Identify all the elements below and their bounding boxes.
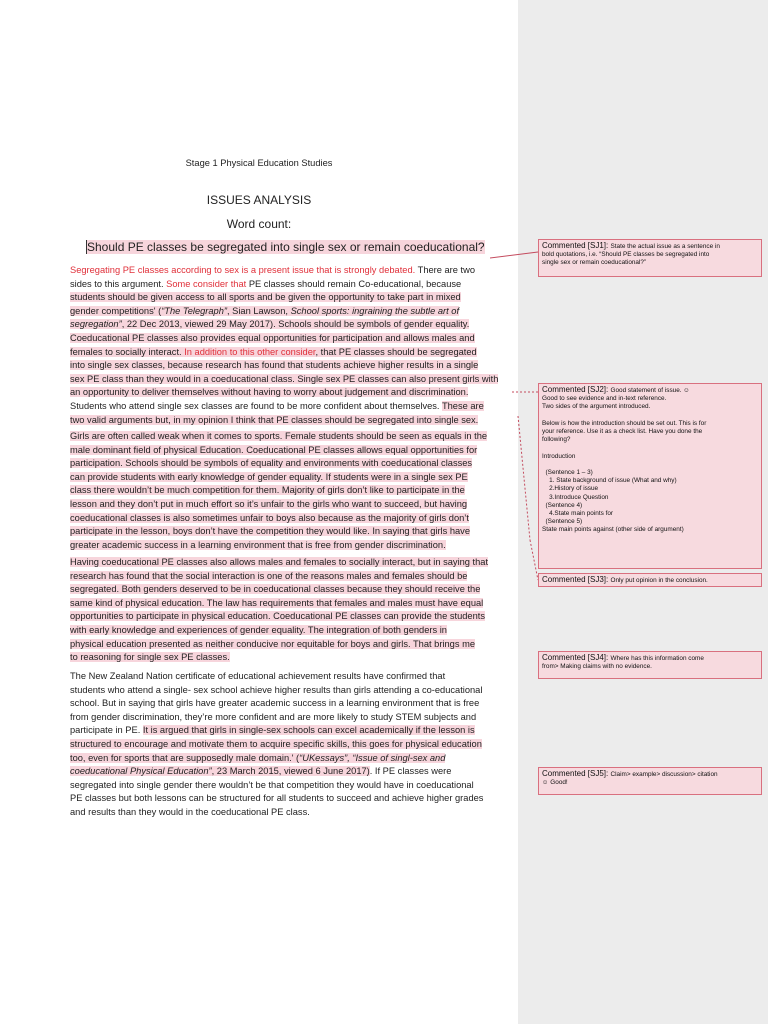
text-run: school. But in saying that girls have greater academic success in a learning environment that is free	[70, 698, 480, 709]
text-run: greater academic success in a learning environment that is free from gender discrimination.	[70, 539, 446, 550]
comment-sj3[interactable]	[538, 573, 762, 587]
comment-text: following?	[542, 436, 571, 444]
text-line	[70, 472, 510, 483]
comment-label: Commented [SJ5]:	[542, 769, 611, 778]
text-run: students who attend a single- sex school achieve higher results than girls attending a co-educational	[70, 684, 483, 695]
document-title: ISSUES ANALYSIS	[206, 193, 312, 207]
text-run: sex PE class than they would in a coeducational class. Single sex PE classes can also present girls with	[70, 373, 499, 384]
text-line	[70, 306, 510, 317]
text-line	[70, 625, 510, 636]
text-line	[70, 360, 510, 371]
text-run: can provide students with early knowledge of gender equality. If students were in a single sex PE	[70, 471, 468, 482]
text-run: too, even for sports that are supposedly male domain.' (	[70, 752, 300, 763]
text-run: coeducational classes is also sometimes unfair to boys also because as the majority of girls don’t	[70, 512, 469, 523]
text-run: opportunities to participate in physical education. Coeducational PE classes can provide the students	[70, 611, 485, 622]
text-run: Coeducational PE classes also provides equal opportunities for participation and allows males and	[70, 333, 475, 343]
text-run: into single sex classes, because research has found that students achieve higher results in a single	[70, 360, 479, 371]
comment-text: (Sentence 5)	[542, 518, 583, 526]
text-line	[70, 671, 510, 682]
text-run: male dominant field of physical Education. Coeducational PE classes allows equal opportunities for	[70, 444, 478, 455]
text-run: , 23 March 2015, viewed 6 June 2017)	[211, 766, 370, 777]
text-run: The New Zealand Nation certificate of educational achievement results have confirmed that	[70, 671, 446, 681]
text-run: and results than they would in the coeducational PE class.	[70, 807, 310, 817]
text-run: gender competitions' (	[70, 305, 162, 316]
comment-label: Commented [SJ3]:	[542, 575, 611, 584]
text-line	[70, 374, 510, 385]
text-run: two valid arguments but, in my opinion I think that PE classes should be segregated into single sex.	[70, 414, 479, 425]
comment-text: Good statement of issue. ☺	[610, 387, 690, 394]
text-run: It is argued that girls in single-sex schools can excel academically if the lesson is	[142, 725, 475, 736]
text-run: class there wouldn’t be much competition for them. Majority of girls don’t like to participate in the	[70, 485, 465, 496]
text-run: Students who attend single sex classes are found to be more confident about themselves.	[70, 401, 442, 411]
text-run: PE classes but both lessons can be structured for all students to succeed and achieve higher grades	[70, 793, 484, 804]
text-line	[70, 793, 510, 804]
text-line	[70, 739, 510, 750]
comment-label: Commented [SJ2]:	[542, 385, 611, 394]
text-run: coeducational Physical Education”	[70, 766, 212, 777]
text-line	[70, 780, 510, 791]
text-line	[70, 526, 510, 537]
document-header: Stage 1 Physical Education Studies	[185, 158, 333, 168]
text-run: structured to encourage and motivate them to acquire specific skills, this goes for physical education	[70, 739, 482, 749]
text-run: “The Telegraph”	[161, 305, 227, 316]
text-run: Having coeducational PE classes also allows males and females to socially interact, but in saying that	[70, 557, 489, 567]
text-line	[70, 333, 510, 344]
text-run: Girls are often called weak when it comes to sports. Female students should be seen as equals in the	[70, 431, 488, 441]
comment-text: State main points against (other side of argument)	[542, 526, 684, 534]
comment-text: (Sentence 1 – 3)	[542, 469, 593, 477]
text-line	[70, 540, 510, 551]
text-run: participate in PE.	[70, 725, 143, 736]
text-line	[70, 279, 510, 290]
text-run: , that PE classes should be segregated	[315, 346, 477, 357]
text-run: segregated. Both genders deserved to be in coeducational classes because they should receive the	[70, 584, 481, 595]
text-line	[70, 458, 510, 469]
text-run: research has found that the social interaction is one of the reasons males and females should be	[70, 570, 468, 581]
text-line	[70, 485, 510, 496]
text-run: females to socially interact.	[70, 346, 185, 357]
comment-label: Commented [SJ4]:	[542, 653, 611, 662]
comment-text: Two sides of the argument introduced.	[542, 403, 651, 411]
text-run: participation. Schools should be symbols of equality and environments with coeducational classes	[70, 458, 473, 469]
comment-text: Where has this information come	[610, 655, 704, 662]
text-run: PE classes should remain Co-educational, because	[246, 278, 462, 289]
comment-text: Below is how the introduction should be set out. This is for	[542, 419, 707, 427]
text-line	[70, 513, 510, 524]
text-line	[70, 347, 510, 358]
text-run: same kind of physical education. The law has requirements that females and males must have equal	[70, 597, 484, 608]
comment-text: State the actual issue as a sentence in	[610, 243, 720, 250]
text-run: Segregating PE classes according to sex is a present issue that is strongly debated.	[70, 265, 416, 275]
comment-text: Good to see evidence and in-text reference.	[542, 395, 667, 403]
comment-text: Claim> example> discussion> citation	[610, 771, 718, 778]
comment-label: Commented [SJ1]:	[542, 241, 611, 250]
text-line	[70, 387, 510, 398]
comment-sj5[interactable]	[538, 767, 762, 795]
comment-text: 2.History of issue	[542, 485, 599, 493]
text-line	[70, 611, 510, 622]
text-line	[70, 445, 510, 456]
text-run: . If PE classes were	[369, 766, 452, 777]
text-line	[70, 319, 510, 330]
text-line	[70, 766, 510, 777]
comment-text: single sex or remain coeducational?”	[542, 259, 647, 267]
comment-sj4[interactable]	[538, 651, 762, 679]
text-line	[70, 639, 510, 650]
comment-text: from> Making claims with no evidence.	[542, 663, 652, 671]
text-line	[70, 401, 510, 412]
text-run: lesson and they don’t put in much effort so it’s unfair to the girls who want to succeed, but having	[70, 499, 468, 509]
comment-text: (Sentence 4)	[542, 501, 583, 509]
comment-text: your reference. Use it as a check list. Have you done the	[542, 428, 703, 436]
text-run: segregation”	[70, 319, 122, 330]
text-run: These are	[441, 401, 484, 411]
comment-text: 1. State background of issue (What and why)	[542, 477, 677, 485]
text-run: Some consider that	[166, 278, 247, 289]
text-line	[70, 685, 510, 696]
issue-question	[86, 240, 485, 254]
issue-question-text: Should PE classes be segregated into single sex or remain coeducational?	[87, 240, 485, 254]
text-run: with early knowledge and experiences of gender equality. The integration of both genders in	[70, 625, 447, 635]
text-run: participate in the lesson, boys don’t have the competition they would like. In saying that girls have	[70, 526, 470, 537]
text-run: segregated into single gender there wouldn’t be that competition they would have in coeducational	[70, 779, 474, 790]
text-line	[70, 598, 510, 609]
text-line	[70, 584, 510, 595]
text-line	[70, 571, 510, 582]
comment-sj2[interactable]	[538, 383, 762, 569]
text-run: “UKessays”, “Issue of singl-sex and	[299, 752, 446, 763]
text-run: an opportunity to deliver themselves without having to worry about judgement and discrimination.	[70, 387, 469, 398]
text-line	[70, 725, 510, 736]
text-line	[70, 265, 510, 276]
comment-text: bold quotations, i.e. “Should PE classes be segregated into	[542, 251, 710, 259]
text-run: In addition to this other consider	[184, 346, 316, 357]
comment-text: ☺ Good!	[542, 779, 568, 787]
text-line	[70, 499, 510, 510]
comment-text: 4.State main points for	[542, 510, 614, 518]
text-run: , Sian Lawson,	[227, 305, 291, 316]
comment-text: 3.Introduce Question	[542, 493, 609, 501]
text-run: physical education presented as neither conducive nor equitable for boys and girls. That brings me	[70, 638, 476, 649]
text-run: from gender discrimination, they’re more confident and are more likely to study STEM subjects and	[70, 711, 477, 722]
comment-text: Only put opinion in the conclusion.	[610, 577, 708, 584]
text-run: students should be given access to all sports and be given the opportunity to take part in mixed	[70, 292, 461, 303]
comment-text: Introduction	[542, 452, 576, 460]
text-run: School sports: ingraining the subtle art of	[290, 305, 460, 316]
text-line	[70, 753, 510, 764]
text-line	[70, 807, 510, 818]
text-run: to reasoning for single sex PE classes.	[70, 652, 230, 663]
text-line	[70, 652, 510, 663]
text-line	[70, 557, 510, 568]
text-run: There are two	[415, 265, 475, 275]
text-line	[70, 698, 510, 709]
comment-sj1[interactable]	[538, 239, 762, 277]
text-line	[70, 415, 510, 426]
word-count-label: Word count:	[226, 217, 292, 231]
text-run: sides to this argument.	[70, 278, 167, 289]
text-line	[70, 712, 510, 723]
text-line	[70, 431, 510, 442]
text-run: , 22 Dec 2013, viewed 29 May 2017). Schools should be symbols of gender equality.	[121, 319, 470, 330]
text-line	[70, 292, 510, 303]
